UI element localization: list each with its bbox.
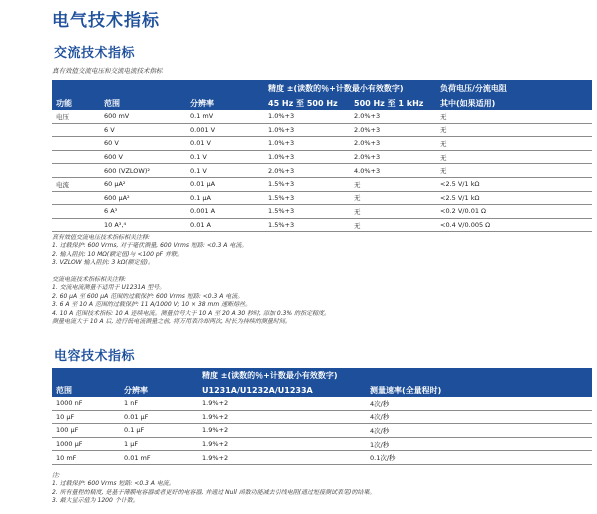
table-cell: 1.9%+2 [198, 437, 366, 451]
table-row [52, 137, 592, 151]
note-item: 1. 过载保护: 600 Vrms 短路: <0.3 A 电流。 [52, 480, 175, 488]
notes-title: 交流电流技术指标相关注释: [52, 276, 127, 283]
table-cell [52, 164, 100, 178]
ac-table-header [52, 96, 592, 110]
table-cell: 0.001 V [186, 123, 264, 137]
table-cell: 无 [350, 218, 436, 232]
notes-title: 注: [52, 472, 61, 479]
table-cell: 无 [436, 137, 592, 151]
column-header: 范围 [104, 98, 120, 108]
table-cell: 2.0%+3 [350, 110, 436, 123]
table-cell: 1 nF [120, 397, 198, 410]
table-cell: 600 mV [100, 110, 186, 123]
note-item: 3. VZLOW 输入阻抗: 3 kΩ(额定值)。 [52, 259, 154, 267]
note-item: 2. 输入阻抗: 10 MΩ(额定值)与 <100 pF 并联。 [52, 250, 184, 258]
table-row [52, 437, 592, 451]
table-cell: 1000 µF [52, 437, 120, 451]
capacitance-notes [52, 472, 375, 506]
page-title: 电气技术指标 [52, 11, 160, 31]
column-header: 500 Hz 至 1 kHz [354, 98, 424, 108]
table-cell: 600 (VZLOW)² [100, 164, 186, 178]
table-cell [52, 205, 100, 219]
column-header: 测量速率(全量程时) [370, 385, 442, 395]
column-header: 范围 [56, 385, 72, 395]
column-header: 分辨率 [124, 385, 148, 395]
note-item: 1. 过载保护: 600 Vrms, 对于毫伏测量, 600 Vrms 短路: <0.3 A 电流。 [52, 242, 248, 250]
ac-section-title: 交流技术指标 [54, 46, 136, 61]
note-item: 4. 10 A 范围技术指标: 10 A 连续电流。测量信号大于 10 A 至 20 A 30 秒时, 添加 0.3% 的指定精度。 [52, 309, 331, 317]
table-cell: 电流 [52, 177, 100, 191]
notes-title: 真有效值交流电压技术指标相关注释: [52, 234, 151, 241]
ac-current-notes [52, 276, 330, 326]
table-cell [52, 123, 100, 137]
table-cell: 60 V [100, 137, 186, 151]
table-cell: 4次/秒 [366, 410, 592, 424]
table-cell: 1.9%+2 [198, 451, 366, 465]
table-cell: 2.0%+3 [350, 137, 436, 151]
table-cell: 电压 [52, 110, 100, 123]
table-cell: 1.9%+2 [198, 397, 366, 410]
burden-header: 负荷电压/分流电阻 [440, 83, 507, 93]
capacitance-section-title: 电容技术指标 [54, 349, 136, 364]
table-cell: 0.01 mF [120, 451, 198, 465]
table-cell: <2.5 V/1 kΩ [436, 191, 592, 205]
capacitance-spec-table [52, 368, 592, 465]
table-cell: 2.0%+3 [350, 123, 436, 137]
table-cell: 1.5%+3 [264, 191, 350, 205]
table-cell: 100 µF [52, 424, 120, 438]
table-cell: 1.0%+3 [264, 150, 350, 164]
table-cell: 1.0%+3 [264, 123, 350, 137]
note-item: 1. 交流电流测量不适用于 U1231A 型号。 [52, 284, 166, 292]
table-cell: 1.0%+3 [264, 110, 350, 123]
table-row [52, 397, 592, 410]
table-cell: 0.1次/秒 [366, 451, 592, 465]
table-cell [52, 150, 100, 164]
capacitance-table-header-top [52, 368, 592, 383]
table-cell: 1.0%+3 [264, 137, 350, 151]
ac-table-caption: 真有效值交流电压和交流电流技术指标 [52, 67, 163, 75]
table-row [52, 218, 592, 232]
note-item: 2. 60 µA 至 600 µA 范围的过载保护: 600 Vrms 短路: <0.3 A 电流。 [52, 292, 244, 300]
column-header: U1231A/U1232A/U1233A [202, 385, 313, 395]
table-cell: 无 [350, 191, 436, 205]
table-cell: <2.5 V/1 kΩ [436, 177, 592, 191]
table-cell: 2.0%+3 [264, 164, 350, 178]
table-row [52, 424, 592, 438]
table-row [52, 150, 592, 164]
note-item: 3. 最大显示值为 1200 个计数。 [52, 497, 139, 505]
note-item: 2. 所有量程的精度, 是基于薄膜电容器或者更好的电容器, 并通过 Null 函数功能减去引线电阻(通过短接测试表笔)的结果。 [52, 488, 376, 496]
table-cell: 0.1 µF [120, 424, 198, 438]
column-header: 分辨率 [190, 98, 214, 108]
table-cell: 4.0%+3 [350, 164, 436, 178]
table-cell: 无 [350, 177, 436, 191]
ac-spec-table [52, 80, 592, 232]
table-cell: 无 [436, 164, 592, 178]
table-cell: 1.5%+3 [264, 205, 350, 219]
accuracy-header: 精度 ±(读数的％+计数最小有效数字) [268, 83, 404, 93]
table-cell: 600 µA² [100, 191, 186, 205]
table-cell: 0.01 µA [186, 177, 264, 191]
table-cell: 6 V [100, 123, 186, 137]
table-cell: 无 [436, 123, 592, 137]
table-row [52, 191, 592, 205]
table-cell: 1.5%+3 [264, 177, 350, 191]
capacitance-table-header [52, 383, 592, 397]
table-cell: 4次/秒 [366, 424, 592, 438]
table-cell: 0.1 µA [186, 191, 264, 205]
table-cell: 60 µA² [100, 177, 186, 191]
table-row [52, 164, 592, 178]
ac-table-body [52, 110, 592, 232]
table-cell: 1 µF [120, 437, 198, 451]
table-row [52, 110, 592, 123]
ac-table-header-top [52, 80, 592, 96]
table-cell: 4次/秒 [366, 397, 592, 410]
table-cell: 1.9%+2 [198, 410, 366, 424]
table-cell: 1000 nF [52, 397, 120, 410]
note-item: 测量电流大于 10 A 后, 进行低电流测量之前, 将万用表冷却两次, 时长为持续的测量时间。 [52, 318, 291, 326]
table-cell: 1.9%+2 [198, 424, 366, 438]
table-row [52, 410, 592, 424]
table-cell: 10 µF [52, 410, 120, 424]
table-cell: 2.0%+3 [350, 150, 436, 164]
table-cell [52, 137, 100, 151]
table-row [52, 451, 592, 465]
table-cell: 0.01 V [186, 137, 264, 151]
table-cell: 0.1 V [186, 164, 264, 178]
table-cell: 0.01 µF [120, 410, 198, 424]
table-row [52, 205, 592, 219]
table-cell: 1.5%+3 [264, 218, 350, 232]
table-cell: 0.1 mV [186, 110, 264, 123]
column-header: 其中(如果适用) [440, 98, 496, 108]
column-header: 功能 [56, 98, 72, 108]
accuracy-header: 精度 ±(读数的％+计数最小有效数字) [202, 371, 338, 380]
table-cell: 0.001 A [186, 205, 264, 219]
table-cell: 0.1 V [186, 150, 264, 164]
table-cell: 10 mF [52, 451, 120, 465]
table-cell: 10 A³,⁴ [100, 218, 186, 232]
table-cell: <0.2 V/0.01 Ω [436, 205, 592, 219]
table-cell [52, 191, 100, 205]
ac-voltage-notes [52, 234, 247, 268]
table-cell: 1次/秒 [366, 437, 592, 451]
note-item: 3. 6 A 至 10 A 范围的过载保护: 11 A/1000 V; 10 × 38 mm 速断熔丝。 [52, 301, 252, 309]
table-row [52, 177, 592, 191]
table-cell: 6 A³ [100, 205, 186, 219]
table-cell: 无 [350, 205, 436, 219]
table-cell [52, 218, 100, 232]
table-cell: 0.01 A [186, 218, 264, 232]
table-row [52, 123, 592, 137]
capacitance-table-body [52, 397, 592, 464]
column-header: 45 Hz 至 500 Hz [268, 98, 338, 108]
table-cell: 无 [436, 110, 592, 123]
table-cell: 无 [436, 150, 592, 164]
table-cell: <0.4 V/0.005 Ω [436, 218, 592, 232]
table-cell: 600 V [100, 150, 186, 164]
